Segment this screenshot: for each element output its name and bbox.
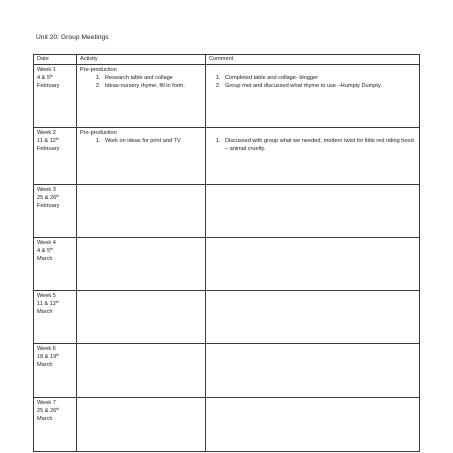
- week-days: 4 & 5th: [37, 74, 54, 81]
- list-item: 1. Work on ideas for print and TV: [102, 137, 202, 145]
- activity-cell: [77, 291, 206, 344]
- week-days: 11 & 12th: [37, 300, 59, 307]
- document-title: Unit 20: Group Meetings: [36, 34, 109, 41]
- week-month: February: [37, 146, 60, 152]
- activity-cell: [77, 65, 206, 128]
- date-cell: [34, 128, 77, 185]
- activity-column-header: Activity: [77, 55, 206, 65]
- comment-cell: [206, 238, 420, 291]
- table-row: [34, 398, 420, 452]
- week-label: Week 6: [37, 346, 56, 352]
- activity-cell: [77, 398, 206, 452]
- week-label: Week 7: [37, 400, 56, 406]
- comment-cell: [206, 291, 420, 344]
- week-label: Week 3: [37, 187, 56, 193]
- week-days: 4 & 5th: [37, 247, 54, 254]
- activity-list: [80, 137, 202, 145]
- week-days: 18 & 19th: [37, 353, 60, 360]
- table-row: [34, 344, 420, 398]
- week-label: Week 2: [37, 130, 56, 136]
- week-label: Week 5: [37, 293, 56, 299]
- date-cell: [34, 65, 77, 128]
- list-item: 1. Discussed with group what we needed, modern twist for little red riding hood – animal cruelty.: [222, 137, 416, 153]
- activity-cell: [77, 344, 206, 398]
- table-row: [34, 238, 420, 291]
- week-days: 25 & 26th: [37, 194, 60, 201]
- week-month: February: [37, 83, 60, 89]
- date-cell: [34, 238, 77, 291]
- table-row: [34, 128, 420, 185]
- comment-cell: [206, 398, 420, 452]
- date-column-header: Date: [34, 55, 77, 65]
- comment-column-header: Comment: [206, 55, 420, 65]
- list-item: 2. Group met and discussed what rhyme to use –Humpty Dumpty.: [222, 82, 416, 90]
- activity-list: [80, 74, 202, 90]
- activity-heading: Pre-production: [80, 130, 117, 136]
- week-month: March: [37, 362, 53, 368]
- week-days: 11 & 12th: [37, 137, 59, 144]
- table-header-row: [34, 55, 420, 65]
- comment-cell: [206, 65, 420, 128]
- table-row: [34, 185, 420, 238]
- comment-list: [209, 137, 416, 153]
- date-cell: [34, 398, 77, 452]
- date-cell: [34, 291, 77, 344]
- list-item: 1. Completed table and collage- blogger: [222, 74, 416, 82]
- date-cell: [34, 344, 77, 398]
- week-days: 25 & 26th: [37, 407, 60, 414]
- list-item: 1. Research table and collage: [102, 74, 202, 82]
- week-label: Week 1: [37, 67, 56, 73]
- table-row: [34, 291, 420, 344]
- group-meetings-table: [33, 54, 420, 452]
- activity-cell: [77, 185, 206, 238]
- week-month: March: [37, 256, 53, 262]
- comment-list: [209, 74, 416, 90]
- week-month: March: [37, 416, 53, 422]
- week-month: February: [37, 203, 60, 209]
- date-cell: [34, 185, 77, 238]
- list-item: 2. Ideas-nursery rhyme, fill in form.: [102, 82, 202, 90]
- week-label: Week 4: [37, 240, 56, 246]
- comment-cell: [206, 344, 420, 398]
- activity-cell: [77, 238, 206, 291]
- comment-cell: [206, 185, 420, 238]
- table-row: [34, 65, 420, 128]
- week-month: March: [37, 309, 53, 315]
- activity-cell: [77, 128, 206, 185]
- comment-cell: [206, 128, 420, 185]
- activity-heading: Pre-production: [80, 67, 117, 73]
